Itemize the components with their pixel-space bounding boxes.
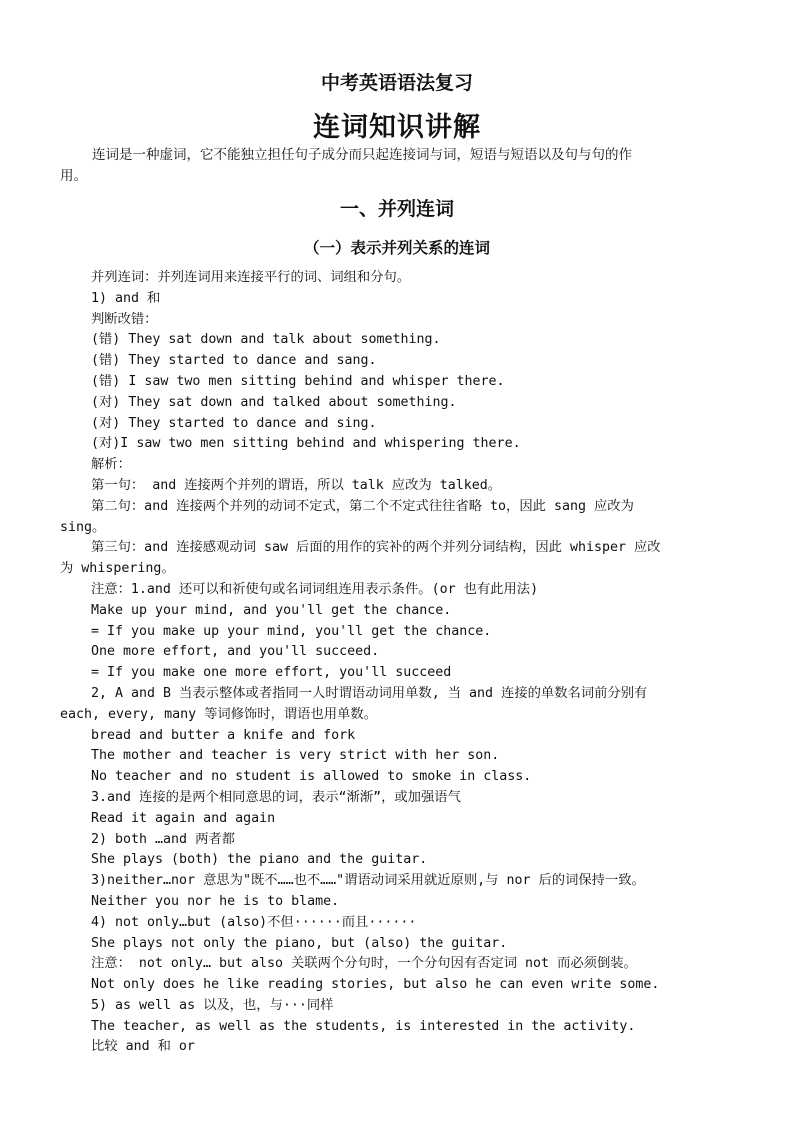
text-line: Read it again and again <box>91 810 276 826</box>
text-line: The mother and teacher is very strict with her son. <box>91 748 500 764</box>
intro-line: 连词是一种虚词，它不能独立担任句子成分而只起连接词与词，短语与短语以及句与句的作 <box>92 147 632 163</box>
text-line: (对) They sat down and talked about something. <box>91 394 457 410</box>
text-line: Make up your mind, and you'll get the chance. <box>91 602 452 618</box>
text-line: (错) They sat down and talk about something. <box>91 332 441 348</box>
text-line: 注意：1.and 还可以和祈使句或名词词组连用表示条件。(or 也有此用法) <box>91 581 539 597</box>
subsection-heading: （一）表示并列关系的连词 <box>303 239 490 257</box>
text-line: 3.and 连接的是两个相同意思的词，表示“渐渐”，或加强语气 <box>91 789 461 805</box>
intro-line: 用。 <box>60 168 87 184</box>
text-line: One more effort, and you'll succeed. <box>91 644 380 660</box>
text-line: (错) They started to dance and sang. <box>91 353 377 369</box>
text-line: each, every, many 等词修饰时，谓语也用单数。 <box>60 706 377 722</box>
text-line: 5) as well as 以及，也，与···同样 <box>91 997 334 1013</box>
text-line: No teacher and no student is allowed to smoke in class. <box>91 769 532 785</box>
text-line: 4) not only…but (also)不但······而且······ <box>91 914 417 930</box>
document-title: 中考英语语法复习 <box>320 72 473 94</box>
text-line: 第二句：and 连接两个并列的动词不定式，第二个不定式往往省略 to，因此 sang 应改为 <box>91 498 634 514</box>
text-line: 为 whispering。 <box>60 561 175 577</box>
text-line: (对) They started to dance and sing. <box>91 415 377 431</box>
text-line: She plays (both) the piano and the guitar. <box>91 852 428 868</box>
text-line: Not only does he like reading stories, but also he can even write some. <box>91 977 660 993</box>
intro-paragraph <box>60 145 740 187</box>
text-line: = If you make one more effort, you'll succeed <box>91 665 452 681</box>
text-line: sing。 <box>60 519 106 535</box>
text-line: 注意： not only… but also 关联两个分句时，一个分句因有否定词 not 而必须倒装。 <box>91 956 637 972</box>
text-line: She plays not only the piano, but (also) the guitar. <box>91 935 508 951</box>
text-line: bread and butter a knife and fork <box>91 727 356 743</box>
text-line: (错) I saw two men sitting behind and whisper there. <box>91 373 505 389</box>
text-line: 第三句：and 连接感观动词 saw 后面的用作的宾补的两个并列分词结构，因此 whisper 应改 <box>91 540 661 556</box>
text-line: (对)I saw two men sitting behind and whispering there. <box>91 436 521 452</box>
text-line: 比较 and 和 or <box>91 1039 195 1055</box>
text-line: 解析： <box>91 457 131 473</box>
text-line: 3)neither…nor 意思为"既不……也不……"谓语动词采用就近原则,与 nor 后的词保持一致。 <box>91 873 645 889</box>
text-line: The teacher, as well as the students, is interested in the activity. <box>91 1018 636 1034</box>
text-line: 判断改错： <box>91 311 158 327</box>
text-line: = If you make up your mind, you'll get the chance. <box>91 623 492 639</box>
text-line: 2, A and B 当表示整体或者指同一人时谓语动词用单数, 当 and 连接的单数名词前分别有 <box>91 685 648 701</box>
document-subtitle: 连词知识讲解 <box>313 112 481 143</box>
section-heading: 一、并列连词 <box>339 198 454 220</box>
text-line: 1) and 和 <box>91 290 161 306</box>
text-line: 并列连词：并列连词用来连接平行的词、词组和分句。 <box>91 270 411 285</box>
document-body <box>60 268 740 1058</box>
text-line: Neither you nor he is to blame. <box>91 893 340 909</box>
text-line: 第一句： and 连接两个并列的谓语，所以 talk 应改为 talked。 <box>91 477 502 493</box>
text-line: 2) both …and 两者都 <box>91 831 235 847</box>
